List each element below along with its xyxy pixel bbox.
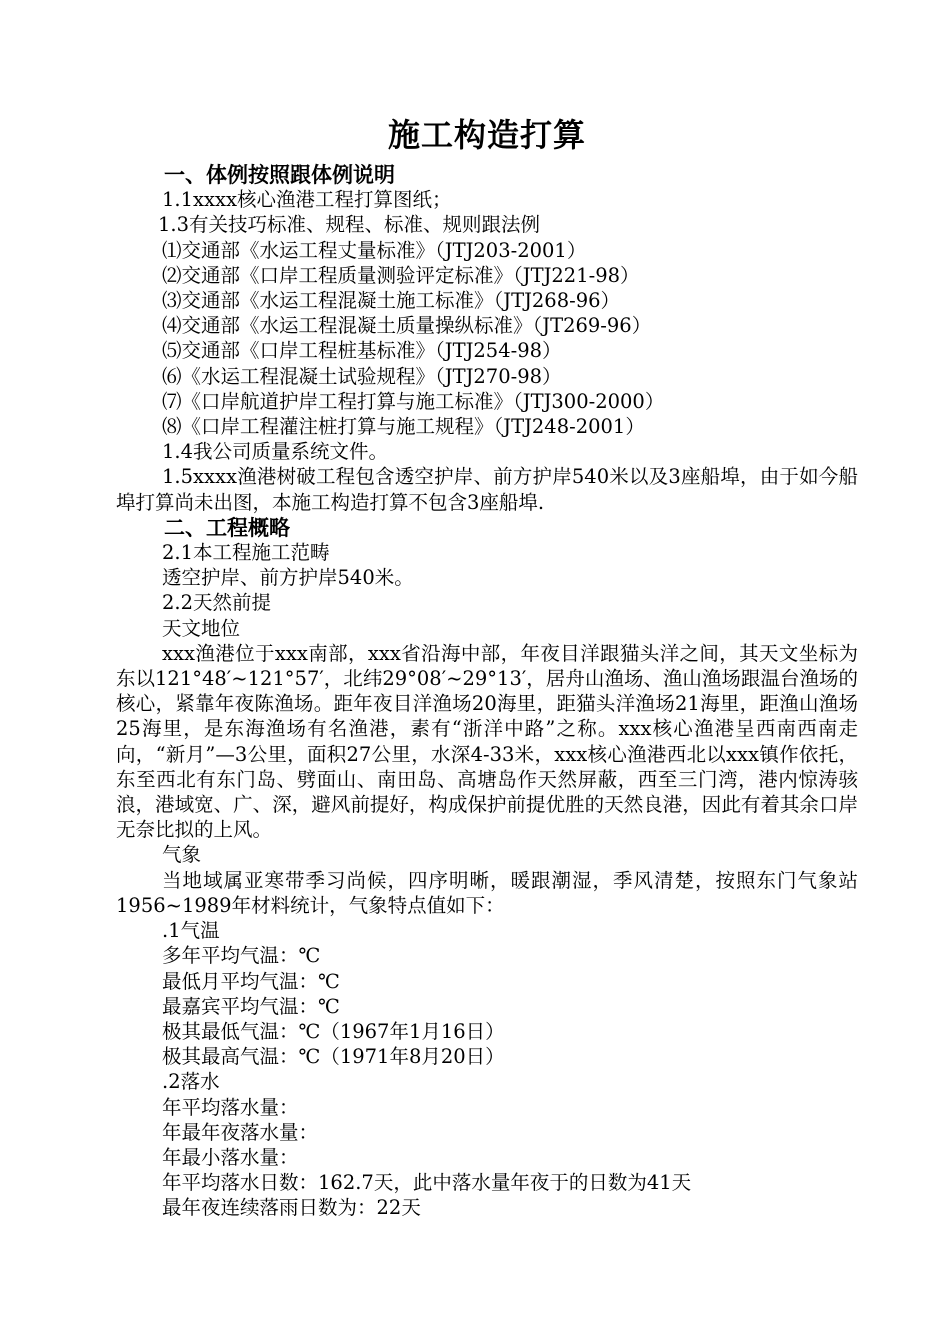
text-line: 透空护岸、前方护岸540米。 — [162, 566, 414, 590]
text-line: ⑵交通部《口岸工程质量测验评定标准》（JTJ221-98） — [162, 263, 640, 287]
text-line: ⑻《口岸工程灌注桩打算与施工规程》（JTJ248-2001） — [162, 415, 645, 439]
text-line: 年平均落水量： — [162, 1095, 299, 1119]
text-line: .1气温 — [162, 919, 220, 943]
document-title: 施工构造打算 — [387, 116, 586, 154]
text-line: 最年夜连续落雨日数为：22天 — [162, 1196, 421, 1220]
text-line: 天文地位 — [162, 616, 241, 640]
section-heading: 一、体例按照跟体例说明 — [164, 162, 395, 187]
text-line: ⑺《口岸航道护岸工程打算与施工标准》（JTJ300-2000） — [162, 389, 665, 413]
text-line: 2.2天然前提 — [162, 591, 272, 615]
text-line: .2落水 — [162, 1070, 220, 1094]
text-line: 多年平均气温：℃ — [162, 944, 321, 968]
text-line: 极其最低气温：℃（1967年1月16日） — [162, 1019, 505, 1043]
text-line: 年最小落水量： — [162, 1145, 299, 1169]
section-heading: 二、工程概略 — [164, 514, 290, 540]
text-line: 1.1xxxx核心渔港工程打算图纸； — [162, 188, 452, 212]
text-line: ⑷交通部《水运工程混凝土质量操纵标准》（JT269-96） — [162, 314, 652, 338]
text-line: ⑸交通部《口岸工程桩基标准》（JTJ254-98） — [162, 339, 562, 363]
paragraph: xxx渔港位于xxx南部，xxx省沿海中部，年夜目洋跟猫头洋之间，其天文坐标为东以121°48′~121°57′，北纬29°08′~29°13′，居舟山渔场、渔山渔场跟温台渔场的核心，紧靠年夜陈渔场。距年夜目洋渔场20海里，距猫头洋渔场21海里，距渔山渔场25海里，是东海渔场有名渔港，素有“浙洋中路”之称。xxx核心渔港呈西南西南走向，“新月”—3公里，面积27公里，水深4-33米，xxx核心渔港西北以xxx镇作依托，东至西北有东门岛、劈面山、南田岛、高塘岛作天然屏蔽，西至三门湾，港内惊涛骇浪，港域宽、广、深，避风前提好，构成保护前提优胜的天然良港，因此有着其余口岸无奈比拟的上风。 — [116, 641, 858, 842]
text-line: 最嘉宾平均气温：℃ — [162, 994, 340, 1018]
text-line: 年最年夜落水量： — [162, 1120, 319, 1144]
text-line: 气象 — [162, 843, 202, 867]
text-line: 2.1本工程施工范畴 — [162, 541, 330, 565]
text-line: 1.4我公司质量系统文件。 — [162, 440, 389, 464]
text-line: 年平均落水日数：162.7天，此中落水量年夜于的日数为41天 — [162, 1171, 692, 1195]
text-line: ⑴交通部《水运工程丈量标准》（JTJ203-2001） — [162, 238, 587, 262]
document-body — [116, 162, 858, 1221]
text-line: ⑶交通部《水运工程混凝土施工标准》（JTJ268-96） — [162, 289, 621, 313]
text-line: ⑹《水运工程混凝土试验规程》（JTJ270-98） — [162, 364, 562, 388]
paragraph: 1.5xxxx渔港树破工程包含透空护岸、前方护岸540米以及3座船埠，由于如今船埠打算尚未出图，本施工构造打算不包含3座船埠. — [116, 465, 858, 514]
text-line: 1.3有关技巧标准、规程、标准、规则跟法例 — [158, 213, 541, 237]
text-line: 极其最高气温：℃（1971年8月20日） — [162, 1045, 505, 1069]
paragraph: 当地域属亚寒带季习尚候，四序明晰，暖跟潮湿，季风清楚，按照东门气象站1956~1989年材料统计，气象特点值如下： — [116, 868, 858, 917]
text-line: 最低月平均气温：℃ — [162, 969, 340, 993]
